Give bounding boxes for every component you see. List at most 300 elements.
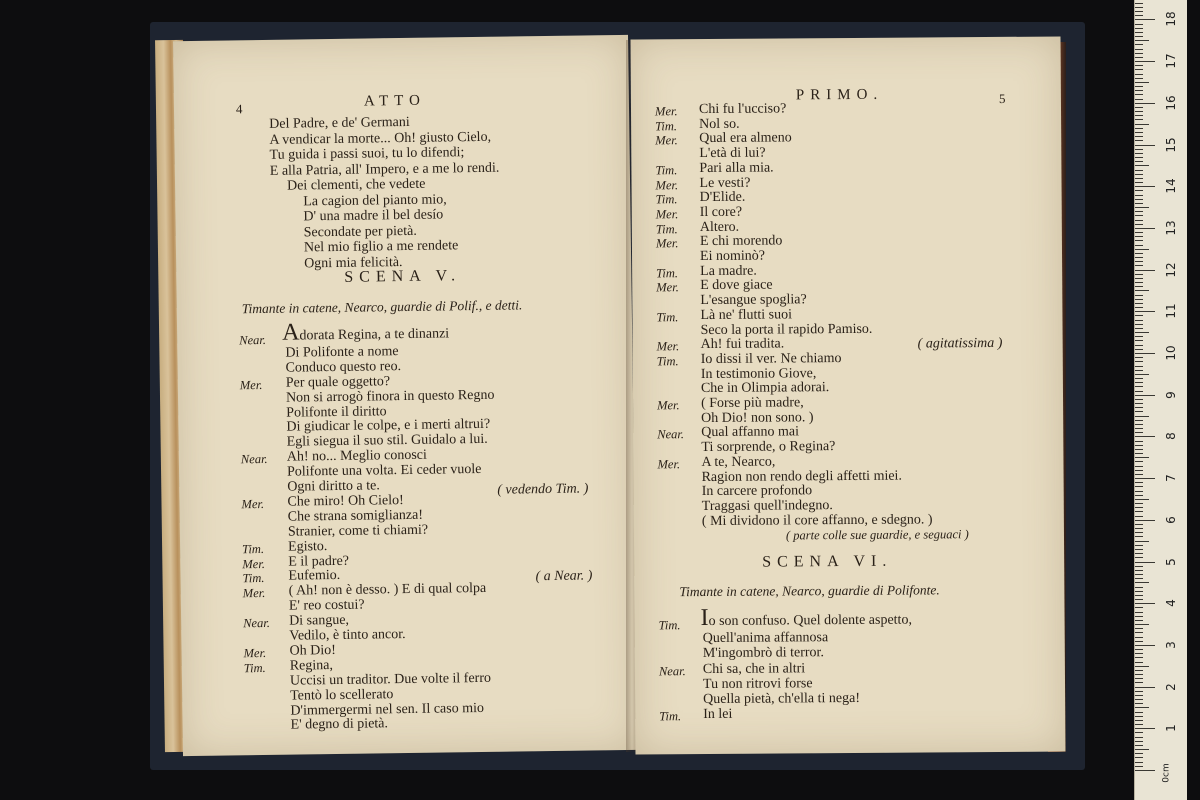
ruler-tick xyxy=(1135,61,1155,62)
ruler-tick xyxy=(1135,770,1155,771)
ruler-tick xyxy=(1135,536,1143,537)
dialogue-line: Non si arrogò finora in questo Regno xyxy=(285,387,495,406)
speaker-label: Tim. xyxy=(656,354,679,369)
scene-cast: Timante in catene, Nearco, guardie di Polif., e detti. xyxy=(241,297,523,317)
ruler-tick xyxy=(1135,11,1143,12)
ruler-tick xyxy=(1135,3,1143,4)
ruler-number: 15 xyxy=(1164,136,1178,153)
dialogue-line: Io son confuso. Quel dolente aspetto, xyxy=(700,604,912,632)
ruler-tick xyxy=(1135,428,1143,429)
ruler-tick xyxy=(1135,766,1143,767)
ruler-tick xyxy=(1135,378,1143,379)
ruler-tick xyxy=(1135,286,1143,287)
dialogue-line: Nol so. xyxy=(699,116,740,132)
ruler-tick xyxy=(1135,145,1155,146)
ruler-tick xyxy=(1135,220,1143,221)
verse-line: Nel mio figlio a me rendete xyxy=(303,238,459,256)
ruler-tick xyxy=(1135,336,1143,337)
dialogue-line: D'Elide. xyxy=(699,189,746,206)
ruler-tick xyxy=(1135,157,1143,158)
ruler-tick xyxy=(1135,228,1155,229)
verse-line: E alla Patria, all' Impero, e a me lo rendi. xyxy=(269,160,500,179)
dialogue-line: Uccisi un traditor. Due volte il ferro xyxy=(289,670,492,689)
ruler-tick xyxy=(1135,470,1143,471)
ruler-tick xyxy=(1135,632,1143,633)
ruler-tick xyxy=(1135,353,1155,354)
ruler-tick xyxy=(1135,707,1149,708)
dialogue-line: Ah! no... Meglio conosci xyxy=(286,447,427,465)
ruler-tick xyxy=(1135,82,1149,83)
ruler-tick xyxy=(1135,407,1143,408)
ruler-tick xyxy=(1135,562,1155,563)
dialogue-line: Egli siegua il suo stil. Guidalo a lui. xyxy=(286,432,488,450)
ruler-tick xyxy=(1135,591,1143,592)
ruler-tick xyxy=(1135,265,1143,266)
scene-title: SCENA V. xyxy=(344,267,462,286)
ruler-tick xyxy=(1135,391,1143,392)
ruler-tick xyxy=(1135,111,1143,112)
speaker-label: Mer. xyxy=(242,556,266,571)
ruler-tick xyxy=(1135,495,1143,496)
ruler-tick xyxy=(1135,161,1143,162)
speaker-label: Near. xyxy=(658,663,686,678)
ruler-tick xyxy=(1135,69,1143,70)
dialogue-line: ( Mi dividono il core affanno, e sdegno. ) xyxy=(701,512,933,529)
ruler-number: 18 xyxy=(1164,11,1178,28)
ruler-tick xyxy=(1135,599,1143,600)
ruler-tick xyxy=(1135,40,1149,41)
ruler-tick xyxy=(1135,278,1143,279)
ruler-tick xyxy=(1135,482,1143,483)
ruler-tick xyxy=(1135,299,1143,300)
ruler-tick xyxy=(1135,86,1143,87)
speaker-label: Tim. xyxy=(659,709,682,724)
ruler-tick xyxy=(1135,199,1143,200)
dialogue-line: In testimonio Giove, xyxy=(700,365,817,382)
ruler-tick xyxy=(1135,128,1143,129)
ruler-number: 16 xyxy=(1164,95,1178,111)
ruler-tick xyxy=(1135,165,1149,166)
dialogue-line: Qual era almeno xyxy=(699,130,792,147)
ruler-tick xyxy=(1135,44,1143,45)
ruler-tick xyxy=(1135,19,1155,20)
ruler-tick xyxy=(1135,361,1143,362)
ruler-tick xyxy=(1135,545,1143,546)
speaker-label: Tim. xyxy=(655,192,678,207)
ruler-tick xyxy=(1135,136,1143,137)
ruler-tick xyxy=(1135,53,1143,54)
ruler-tick xyxy=(1135,432,1143,433)
ruler-tick xyxy=(1135,170,1143,171)
ruler-tick xyxy=(1135,103,1155,104)
speaker-label: Mer. xyxy=(654,104,678,119)
ruler-tick xyxy=(1135,411,1143,412)
ruler-tick xyxy=(1135,503,1143,504)
verse-line: Secondate per pietà. xyxy=(303,223,417,240)
dialogue-line: Di Polifonte a nome xyxy=(285,343,399,361)
ruler-tick xyxy=(1135,215,1143,216)
verse-line: Del Padre, e de' Germani xyxy=(269,114,410,132)
ruler-number: 14 xyxy=(1164,178,1178,194)
measurement-ruler xyxy=(1134,0,1187,800)
speaker-label: Mer. xyxy=(655,236,679,251)
ruler-tick xyxy=(1135,587,1143,588)
ruler-tick xyxy=(1135,403,1143,404)
ruler-tick xyxy=(1135,541,1149,542)
ruler-tick xyxy=(1135,703,1143,704)
ruler-number: 17 xyxy=(1164,53,1178,69)
ruler-tick xyxy=(1135,94,1143,95)
ruler-tick xyxy=(1135,261,1143,262)
ruler-tick xyxy=(1135,641,1143,642)
page-number: 5 xyxy=(998,90,1006,106)
dialogue-line: E' degno di pietà. xyxy=(290,716,389,734)
ruler-tick xyxy=(1135,724,1143,725)
page-number: 4 xyxy=(235,101,243,117)
speaker-label: Mer. xyxy=(655,207,679,222)
ruler-tick xyxy=(1135,374,1149,375)
ruler-tick xyxy=(1135,603,1155,604)
ruler-tick xyxy=(1135,628,1143,629)
speaker-label: Near. xyxy=(239,332,267,348)
speaker-label: Tim. xyxy=(655,118,678,134)
ruler-tick xyxy=(1135,345,1143,346)
ruler-tick xyxy=(1135,190,1143,191)
ruler-tick xyxy=(1135,666,1149,667)
ruler-tick xyxy=(1135,566,1143,567)
ruler-tick xyxy=(1135,78,1143,79)
ruler-tick xyxy=(1135,240,1143,241)
ruler-number: 8 xyxy=(1164,432,1178,441)
ruler-tick xyxy=(1135,249,1149,250)
speaker-label: Mer. xyxy=(657,456,681,472)
ruler-tick xyxy=(1135,524,1143,525)
ruler-tick xyxy=(1135,466,1143,467)
ruler-number: 7 xyxy=(1164,474,1178,482)
ruler-tick xyxy=(1135,174,1143,175)
ruler-tick xyxy=(1135,728,1155,729)
ruler-tick xyxy=(1135,57,1143,58)
ruler-tick xyxy=(1135,532,1143,533)
verse-line: La cagion del pianto mio, xyxy=(303,191,447,209)
ruler-number: 9 xyxy=(1164,390,1178,399)
dialogue-line: Quell'anima affannosa xyxy=(702,630,829,647)
ruler-tick xyxy=(1135,28,1143,29)
dialogue-line: Stranier, come ti chiami? xyxy=(287,522,429,540)
ruler-tick xyxy=(1135,612,1143,613)
speaker-label: Mer. xyxy=(241,496,265,512)
ruler-tick xyxy=(1135,699,1143,700)
ruler-tick xyxy=(1135,115,1143,116)
running-header: PRIMO. xyxy=(795,86,884,104)
ruler-tick xyxy=(1135,357,1143,358)
stage-direction: ( agitatissima ) xyxy=(917,335,1003,352)
ruler-tick xyxy=(1135,282,1143,283)
dialogue-line: Chi fu l'ucciso? xyxy=(698,101,787,118)
dialogue-line: Che in Olimpia adorai. xyxy=(700,380,830,397)
ruler-tick xyxy=(1135,678,1143,679)
ruler-tick xyxy=(1135,528,1143,529)
ruler-tick xyxy=(1135,370,1143,371)
ruler-tick xyxy=(1135,520,1155,521)
ruler-tick xyxy=(1135,757,1143,758)
dialogue-line: Là ne' flutti suoi xyxy=(700,307,793,323)
ruler-tick xyxy=(1135,395,1155,396)
speaker-label: Mer. xyxy=(243,645,267,661)
ruler-tick xyxy=(1135,436,1155,437)
ruler-tick xyxy=(1135,553,1143,554)
speaker-label: Tim. xyxy=(655,162,678,178)
ruler-tick xyxy=(1135,315,1143,316)
ruler-tick xyxy=(1135,253,1143,254)
ruler-tick xyxy=(1135,607,1143,608)
ruler-tick xyxy=(1135,557,1143,558)
dialogue-line: Ah! fui tradita. xyxy=(700,336,785,353)
ruler-tick xyxy=(1135,749,1149,750)
ruler-tick xyxy=(1135,290,1149,291)
ruler-tick xyxy=(1135,499,1149,500)
ruler-tick xyxy=(1135,420,1143,421)
ruler-tick xyxy=(1135,178,1143,179)
dialogue-line: Ei nominò? xyxy=(699,248,766,265)
ruler-tick xyxy=(1135,236,1143,237)
dialogue-line: Chi sa, che in altri xyxy=(702,660,806,677)
ruler-tick xyxy=(1135,695,1143,696)
ruler-tick xyxy=(1135,511,1143,512)
ruler-tick xyxy=(1135,270,1155,271)
dialogue-line: E dove giace xyxy=(700,277,773,294)
ruler-number: 11 xyxy=(1164,303,1178,319)
dialogue-line: Il core? xyxy=(699,204,743,220)
stage-direction: ( parte colle sue guardie, e seguaci ) xyxy=(785,527,969,543)
ruler-tick xyxy=(1135,224,1143,225)
ruler-tick xyxy=(1135,416,1149,417)
ruler-tick xyxy=(1135,491,1143,492)
dialogue-line: Tentò lo scellerato xyxy=(290,686,394,704)
ruler-tick xyxy=(1135,140,1143,141)
ruler-tick xyxy=(1135,303,1143,304)
dialogue-line: A te, Nearco, xyxy=(701,454,776,470)
ruler-tick xyxy=(1135,245,1143,246)
ruler-tick xyxy=(1135,624,1149,625)
ruler-tick xyxy=(1135,295,1143,296)
ruler-tick xyxy=(1135,687,1155,688)
ruler-tick xyxy=(1135,311,1155,312)
ruler-tick xyxy=(1135,712,1143,713)
ruler-tick xyxy=(1135,15,1143,16)
ruler-tick xyxy=(1135,153,1143,154)
ruler-number: 4 xyxy=(1164,599,1178,608)
ruler-tick xyxy=(1135,7,1143,8)
verse-line: Tu guida i passi suoi, tu lo difendi; xyxy=(269,145,465,163)
ruler-tick xyxy=(1135,620,1143,621)
dialogue-line: In carcere profondo xyxy=(701,483,813,500)
dialogue-line: L'età di lui? xyxy=(699,145,766,162)
dialogue-line: Conduco questo reo. xyxy=(285,358,402,376)
ruler-tick xyxy=(1135,662,1143,663)
ruler-number: 6 xyxy=(1164,515,1178,524)
ruler-tick xyxy=(1135,649,1143,650)
ruler-tick xyxy=(1135,457,1149,458)
dialogue-line: Che miro! Oh Cielo! xyxy=(287,492,404,510)
speaker-label: Tim. xyxy=(243,660,266,676)
ruler-tick xyxy=(1135,36,1143,37)
ruler-number: 5 xyxy=(1164,557,1178,566)
left-page xyxy=(173,35,638,756)
speaker-label: Tim. xyxy=(658,618,681,633)
ruler-tick xyxy=(1135,507,1143,508)
dialogue-line: Altero. xyxy=(699,219,740,235)
ruler-number: 1 xyxy=(1164,724,1178,733)
dialogue-line: Oh Dio! non sono. ) xyxy=(701,409,814,426)
ruler-tick xyxy=(1135,461,1143,462)
dialogue-line: Qual affanno mai xyxy=(701,424,800,441)
ruler-tick xyxy=(1135,203,1143,204)
ruler-tick xyxy=(1135,90,1143,91)
ruler-tick xyxy=(1135,324,1143,325)
ruler-tick xyxy=(1135,49,1143,50)
stage-direction: ( vedendo Tim. ) xyxy=(497,481,589,498)
ruler-number: 10 xyxy=(1164,345,1178,361)
speaker-label: Near. xyxy=(243,616,271,631)
ruler-tick xyxy=(1135,732,1143,733)
dialogue-line: Polifonte una volta. Ei ceder vuole xyxy=(286,462,482,480)
ruler-tick xyxy=(1135,211,1143,212)
ruler-tick xyxy=(1135,186,1155,187)
ruler-tick xyxy=(1135,645,1155,646)
ruler-tick xyxy=(1135,182,1143,183)
ruler-number: 3 xyxy=(1164,641,1178,649)
ruler-tick xyxy=(1135,478,1155,479)
verse-line: Ogni mia felicità. xyxy=(304,254,403,271)
ruler-tick xyxy=(1135,682,1143,683)
ruler-tick xyxy=(1135,320,1143,321)
ruler-tick xyxy=(1135,257,1143,258)
ruler-tick xyxy=(1135,274,1143,275)
ruler-tick xyxy=(1135,307,1143,308)
scene-cast: Timante in catene, Nearco, guardie di Polifonte. xyxy=(679,582,940,600)
dialogue-line: E' reo costui? xyxy=(288,597,365,614)
ruler-tick xyxy=(1135,399,1143,400)
dialogue-line: Ti sorprende, o Regina? xyxy=(701,439,836,456)
dialogue-line: Egisto. xyxy=(287,538,328,555)
dialogue-line: Pari alla mia. xyxy=(699,160,774,176)
ruler-tick xyxy=(1135,24,1143,25)
ruler-tick xyxy=(1135,691,1143,692)
ruler-tick xyxy=(1135,74,1143,75)
speaker-label: Near. xyxy=(657,427,685,442)
dialogue-line: E chi morendo xyxy=(699,233,783,250)
ruler-tick xyxy=(1135,653,1143,654)
speaker-label: Tim. xyxy=(656,309,679,325)
ruler-unit: 0cm xyxy=(1161,763,1172,783)
dialogue-line: L'esangue spoglia? xyxy=(700,292,807,309)
dialogue-line: M'ingombrò di terror. xyxy=(702,645,824,662)
verse-line: D' una madre il bel desío xyxy=(303,207,444,225)
dialogue-line: ( Ah! non è desso. ) E di qual colpa xyxy=(288,581,487,599)
ruler-tick xyxy=(1135,441,1143,442)
ruler-tick xyxy=(1135,445,1143,446)
speaker-label: Tim. xyxy=(242,541,265,556)
ruler-tick xyxy=(1135,657,1143,658)
dialogue-line: Eufemio. xyxy=(288,568,341,585)
dialogue-line: In lei xyxy=(703,707,733,723)
ruler-tick xyxy=(1135,762,1143,763)
ruler-tick xyxy=(1135,716,1143,717)
dialogue-line: Adorata Regina, a te dinanzi xyxy=(281,319,450,346)
ruler-tick xyxy=(1135,349,1143,350)
ruler-tick xyxy=(1135,65,1143,66)
ruler-number: 13 xyxy=(1164,220,1178,236)
ruler-tick xyxy=(1135,207,1149,208)
ruler-tick xyxy=(1135,32,1143,33)
dialogue-line: Le vesti? xyxy=(699,175,751,191)
ruler-tick xyxy=(1135,474,1143,475)
dialogue-line: Che strana somiglianza! xyxy=(287,507,424,525)
dialogue-line: Oh Dio! xyxy=(289,642,336,659)
ruler-tick xyxy=(1135,107,1143,108)
verse-line: A vendicar la morte... Oh! giusto Cielo, xyxy=(269,129,492,148)
dialogue-line: Di sangue, xyxy=(289,612,350,629)
ruler-tick xyxy=(1135,232,1143,233)
ruler-tick xyxy=(1135,595,1143,596)
ruler-tick xyxy=(1135,382,1143,383)
speaker-label: Tim. xyxy=(655,221,678,236)
dialogue-line: D'immergermi nel sen. Il caso mio xyxy=(290,700,485,719)
ruler-tick xyxy=(1135,582,1149,583)
ruler-tick xyxy=(1135,737,1143,738)
ruler-tick xyxy=(1135,449,1143,450)
ruler-tick xyxy=(1135,745,1143,746)
ruler-tick xyxy=(1135,486,1143,487)
speaker-label: Mer. xyxy=(657,398,680,413)
speaker-label: Mer. xyxy=(239,377,263,392)
ruler-tick xyxy=(1135,453,1143,454)
ruler-tick xyxy=(1135,570,1143,571)
ruler-tick xyxy=(1135,741,1143,742)
ruler-tick xyxy=(1135,332,1149,333)
dialogue-line: Quella pietà, ch'ella ti nega! xyxy=(703,690,861,708)
dialogue-line: Io dissi il ver. Ne chiamo xyxy=(700,350,842,367)
speaker-label: Mer. xyxy=(655,177,679,192)
ruler-tick xyxy=(1135,366,1143,367)
ruler-tick xyxy=(1135,753,1143,754)
dialogue-line: Seco la porta il rapido Pamiso. xyxy=(700,321,873,338)
speaker-label: Mer. xyxy=(656,339,680,354)
scene-title: SCENA VI. xyxy=(762,552,893,571)
ruler-tick xyxy=(1135,340,1143,341)
ruler-tick xyxy=(1135,119,1143,120)
speaker-label: Mer. xyxy=(655,133,678,148)
speaker-label: Mer. xyxy=(242,586,266,601)
ruler-tick xyxy=(1135,386,1143,387)
ruler-number: 12 xyxy=(1164,261,1178,278)
ruler-tick xyxy=(1135,674,1143,675)
ruler-tick xyxy=(1135,424,1143,425)
dialogue-line: La madre. xyxy=(700,263,757,279)
dialogue-line: Per quale oggetto? xyxy=(285,373,391,391)
speaker-label: Mer. xyxy=(656,280,679,295)
ruler-tick xyxy=(1135,574,1143,575)
ruler-tick xyxy=(1135,720,1143,721)
speaker-label: Tim. xyxy=(242,571,265,586)
right-page xyxy=(631,37,1066,755)
ruler-tick xyxy=(1135,99,1143,100)
dialogue-line: E il padre? xyxy=(288,553,350,570)
verse-line: Dei clementi, che vedete xyxy=(286,176,426,194)
speaker-label: Tim. xyxy=(656,265,679,281)
speaker-label: Near. xyxy=(240,452,268,467)
